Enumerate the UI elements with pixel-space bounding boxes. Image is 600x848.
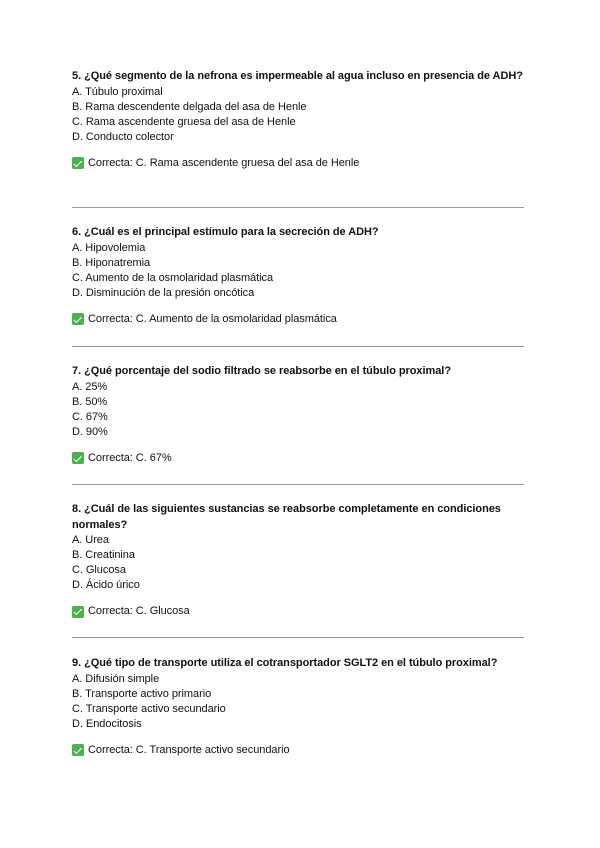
- option-b: B. 50%: [72, 395, 108, 408]
- option-a: A. Urea: [72, 534, 109, 546]
- option-b: B. Rama descendente delgada del asa de Henle: [72, 100, 307, 113]
- option-a: A. Difusión simple: [72, 672, 160, 685]
- question-title: 6. ¿Cuál es el principal estímulo para la secreción de ADH?: [72, 226, 379, 238]
- correct-answer-text: Correcta: C. Transporte activo secundario: [88, 743, 290, 756]
- check-mark-icon: [72, 744, 84, 756]
- correct-answer-text: Correcta: C. Aumento de la osmolaridad plasmática: [88, 312, 337, 325]
- divider: [72, 484, 524, 485]
- check-mark-icon: [72, 606, 84, 618]
- correct-answer: [72, 312, 524, 327]
- option-d: D. Endocitosis: [72, 717, 142, 730]
- question-title: 5. ¿Qué segmento de la nefrona es impermeable al agua incluso en presencia de ADH?: [72, 70, 523, 82]
- correct-answer: [72, 156, 524, 171]
- check-mark-icon: [72, 313, 84, 325]
- divider: [72, 637, 524, 638]
- question-block-6: [72, 225, 524, 327]
- option-c: C. Transporte activo secundario: [72, 702, 226, 715]
- correct-answer-text: Correcta: C. Glucosa: [88, 605, 190, 617]
- option-b: B. Transporte activo primario: [72, 687, 212, 700]
- question-title: 7. ¿Qué porcentaje del sodio filtrado se reabsorbe en el túbulo proximal?: [72, 365, 451, 377]
- option-a: A. Hipovolemia: [72, 241, 146, 254]
- option-c: C. Aumento de la osmolaridad plasmática: [72, 271, 274, 284]
- option-a: A. Túbulo proximal: [72, 85, 163, 98]
- option-c: C. Glucosa: [72, 564, 126, 576]
- question-block-8: [72, 502, 524, 619]
- divider: [72, 207, 524, 208]
- correct-answer-text: Correcta: C. 67%: [88, 451, 172, 464]
- question-title: 9. ¿Qué tipo de transporte utiliza el cotransportador SGLT2 en el túbulo proximal?: [72, 657, 498, 669]
- divider: [72, 346, 524, 347]
- check-mark-icon: [72, 452, 84, 464]
- option-b: B. Hiponatremia: [72, 256, 151, 269]
- correct-answer: [72, 604, 524, 619]
- option-d: D. 90%: [72, 425, 108, 438]
- option-d: D. Conducto colector: [72, 130, 174, 143]
- option-d: D. Disminución de la presión oncótica: [72, 286, 255, 299]
- question-block-5: [72, 69, 524, 171]
- question-block-7: [72, 364, 524, 466]
- question-title: 8. ¿Cuál de las siguientes sustancias se reabsorbe completamente en condiciones normales?: [72, 503, 501, 531]
- correct-answer: [72, 451, 524, 466]
- question-block-9: [72, 656, 524, 758]
- option-c: C. Rama ascendente gruesa del asa de Henle: [72, 115, 296, 128]
- option-d: D. Ácido úrico: [72, 579, 140, 591]
- option-b: B. Creatinina: [72, 549, 135, 561]
- check-mark-icon: [72, 157, 84, 169]
- correct-answer: [72, 743, 524, 758]
- correct-answer-text: Correcta: C. Rama ascendente gruesa del asa de Henle: [88, 156, 360, 169]
- option-a: A. 25%: [72, 380, 108, 393]
- option-c: C. 67%: [72, 410, 108, 423]
